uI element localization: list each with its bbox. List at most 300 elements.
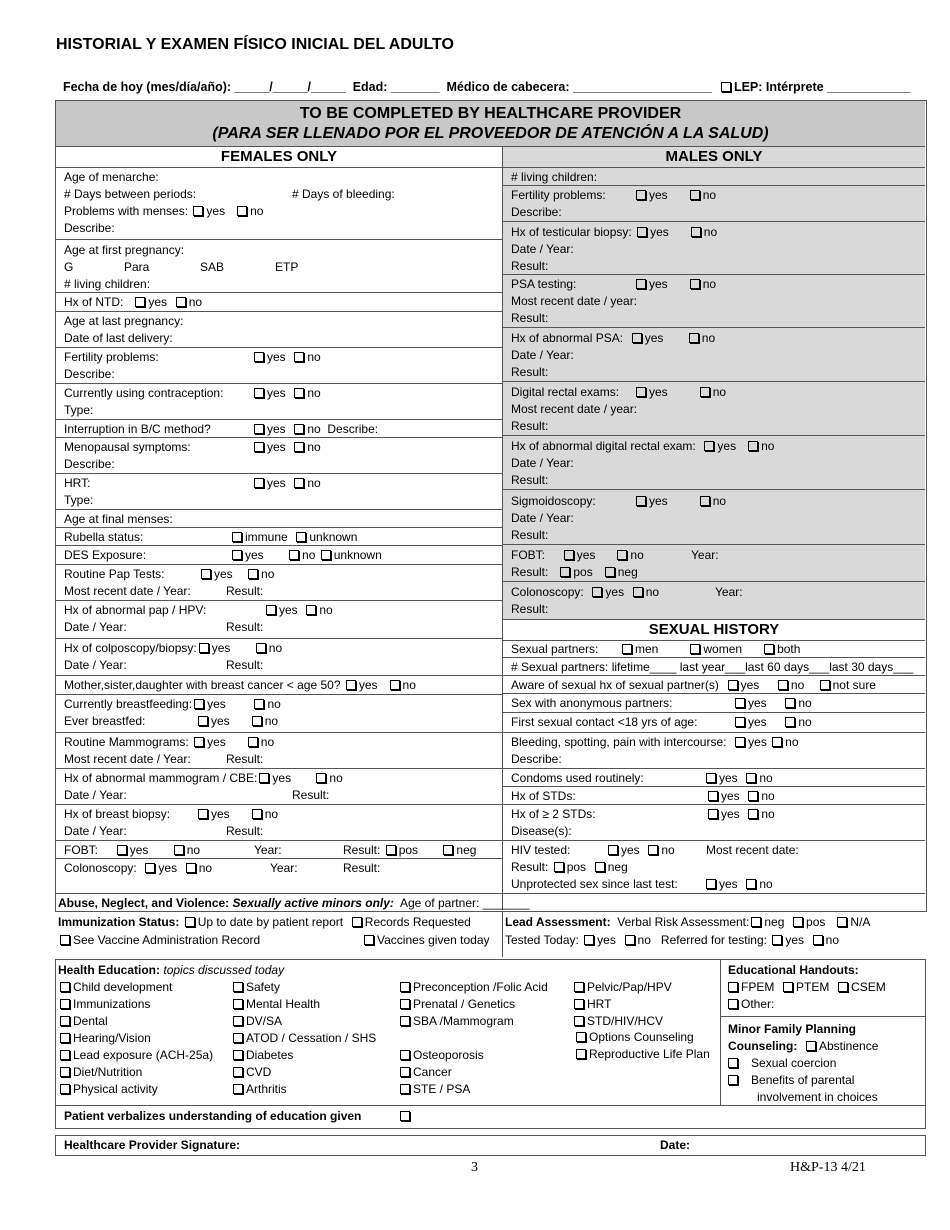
hiv-label: HIV tested: xyxy=(511,843,571,857)
ntd-yes-checkbox[interactable] xyxy=(135,297,145,307)
divider xyxy=(56,527,502,528)
divider xyxy=(503,435,925,436)
pap-result-label: Result: xyxy=(226,584,264,598)
abnormal-dre-row: Hx of abnormal digital rectal exam: yes no xyxy=(511,439,775,453)
partners-women-checkbox[interactable] xyxy=(690,644,700,654)
abnormal-pap-result-label: Result: xyxy=(226,620,264,634)
unprotected-yes-checkbox[interactable] xyxy=(706,879,716,889)
fobt-f-result: Result: pos neg xyxy=(343,843,477,857)
education-item: Hearing/Vision xyxy=(58,1030,151,1046)
divider xyxy=(56,347,502,348)
menopausal-label: Menopausal symptoms: xyxy=(64,440,191,454)
rubella-immune-checkbox[interactable] xyxy=(232,532,242,542)
page-title: HISTORIAL Y EXAMEN FÍSICO INICIAL DEL ADULTO xyxy=(56,36,454,53)
education-item: Options Counseling xyxy=(574,1029,694,1045)
mammogram-result-label: Result: xyxy=(226,752,264,766)
lead-tested-yes-checkbox[interactable] xyxy=(584,935,594,945)
education-checkbox[interactable] xyxy=(233,982,243,992)
m-fobt-result: Result: pos neg xyxy=(511,565,638,579)
m-fertility-options: yes no xyxy=(634,187,716,203)
divider xyxy=(56,694,502,695)
breast-biopsy-yes-checkbox[interactable] xyxy=(198,809,208,819)
sexual-partners-options: men women both xyxy=(620,641,800,657)
rubella-unknown-checkbox[interactable] xyxy=(296,532,306,542)
lead-referred-no-checkbox[interactable] xyxy=(813,935,823,945)
divider xyxy=(56,1105,925,1106)
breastfeeding-no-checkbox[interactable] xyxy=(254,699,264,709)
contraception-no-checkbox[interactable] xyxy=(294,388,304,398)
education-checkbox[interactable] xyxy=(400,1016,410,1026)
des-no-checkbox[interactable] xyxy=(289,550,299,560)
testicular-yes-checkbox[interactable] xyxy=(637,227,647,237)
benefits-row: Benefits of parental xyxy=(726,1072,854,1088)
coercion-row: Sexual coercion xyxy=(726,1055,836,1071)
m-living-children-label: # living children: xyxy=(511,170,598,184)
hiv-neg-checkbox[interactable] xyxy=(595,862,605,872)
fobt-f-yes-checkbox[interactable] xyxy=(117,845,127,855)
psa-recent-label: Most recent date / year: xyxy=(511,294,638,308)
education-item: Dental xyxy=(58,1013,108,1029)
education-checkbox[interactable] xyxy=(60,1016,70,1026)
psa-result-label: Result: xyxy=(511,311,549,325)
education-item: Diet/Nutrition xyxy=(58,1064,142,1080)
lead-referred-yes-checkbox[interactable] xyxy=(772,935,782,945)
contraception-type-label: Type: xyxy=(64,403,94,417)
m-fobt-year-label: Year: xyxy=(691,548,719,562)
divider xyxy=(56,600,502,601)
physician-field[interactable]: Médico de cabecera: ____________________ xyxy=(446,80,712,94)
abnormal-mammogram-no-checkbox[interactable] xyxy=(316,773,326,783)
coercion-checkbox[interactable] xyxy=(728,1058,738,1068)
hx-stds-no-checkbox[interactable] xyxy=(748,791,758,801)
education-checkbox[interactable] xyxy=(60,1067,70,1077)
psa-no-checkbox[interactable] xyxy=(690,279,700,289)
m-fertility-describe-label: Describe: xyxy=(511,205,562,219)
abnormal-dre-no-checkbox[interactable] xyxy=(748,441,758,451)
fertility-options: yes no xyxy=(252,349,321,365)
hrt-no-checkbox[interactable] xyxy=(294,478,304,488)
hiv-yes-checkbox[interactable] xyxy=(608,845,618,855)
unprotected-label: Unprotected sex since last test: xyxy=(511,877,678,891)
menopausal-yes-checkbox[interactable] xyxy=(254,442,264,452)
minor-fp-counseling: Counseling: Abstinence xyxy=(728,1039,879,1053)
divider xyxy=(720,1016,925,1017)
education-checkbox[interactable] xyxy=(576,1049,586,1059)
hrt-label: HRT: xyxy=(64,476,91,490)
bleeding-yes-checkbox[interactable] xyxy=(735,737,745,747)
pap-recent-label: Most recent date / Year: xyxy=(64,584,191,598)
education-checkbox[interactable] xyxy=(233,1067,243,1077)
fobt-f-no-checkbox[interactable] xyxy=(174,845,184,855)
education-item: Diabetes xyxy=(231,1047,293,1063)
des-label: DES Exposure: xyxy=(64,548,147,562)
breast-biopsy-date-label: Date / Year: xyxy=(64,824,127,838)
divider xyxy=(503,274,925,275)
hrt-options: yes no xyxy=(252,475,321,491)
date-field[interactable]: Fecha de hoy (mes/día/año): _____/_____/_____ xyxy=(62,80,346,94)
des-options: yes no unknown xyxy=(230,547,382,563)
breastfeeding-yes-checkbox[interactable] xyxy=(194,699,204,709)
education-checkbox[interactable] xyxy=(60,1033,70,1043)
benefits-checkbox[interactable] xyxy=(728,1075,738,1085)
bc-no-checkbox[interactable] xyxy=(294,424,304,434)
colposcopy-no-checkbox[interactable] xyxy=(256,643,266,653)
m-fobt-neg-checkbox[interactable] xyxy=(605,567,615,577)
menarche-label: Age of menarche: xyxy=(64,170,159,184)
divider xyxy=(56,893,925,894)
lead-row1: Lead Assessment: Verbal Risk Assessment: neg pos N/A xyxy=(505,915,871,929)
menses-no-checkbox[interactable] xyxy=(237,206,247,216)
education-checkbox[interactable] xyxy=(60,1084,70,1094)
anonymous-options: yes no xyxy=(733,695,812,711)
lead-pos-checkbox[interactable] xyxy=(793,917,803,927)
aware-not-sure-checkbox[interactable] xyxy=(820,680,830,690)
abnormal-mammogram-yes-checkbox[interactable] xyxy=(259,773,269,783)
ptem-checkbox[interactable] xyxy=(783,982,793,992)
m-fobt-yes-checkbox[interactable] xyxy=(564,550,574,560)
handouts-other: Other: xyxy=(726,996,774,1012)
bleeding-row: Bleeding, spotting, pain with intercourse: yes no xyxy=(511,735,799,749)
m-colonoscopy-year-label: Year: xyxy=(715,585,743,599)
breast-cancer-no-checkbox[interactable] xyxy=(390,680,400,690)
hiv-pos-checkbox[interactable] xyxy=(554,862,564,872)
bleeding-describe-label: Describe: xyxy=(511,752,562,766)
hx-2-stds-no-checkbox[interactable] xyxy=(748,809,758,819)
pap-options: yes no xyxy=(199,566,274,582)
anonymous-label: Sex with anonymous partners: xyxy=(511,696,673,710)
breast-biopsy-options: yes no xyxy=(196,806,278,822)
divider xyxy=(503,840,925,841)
abnormal-pap-yes-checkbox[interactable] xyxy=(266,605,276,615)
age-field[interactable]: Edad: _______ xyxy=(352,80,440,94)
fobt-f-pos-checkbox[interactable] xyxy=(386,845,396,855)
lead-tested-no-checkbox[interactable] xyxy=(625,935,635,945)
lead-neg-checkbox[interactable] xyxy=(751,917,761,927)
signature-date-label[interactable]: Date: xyxy=(660,1138,691,1152)
first-contact-no-checkbox[interactable] xyxy=(785,717,795,727)
breast-biopsy-result-label: Result: xyxy=(226,824,264,838)
partner-age-field[interactable]: Age of partner: _______ xyxy=(399,896,530,910)
bc-yes-checkbox[interactable] xyxy=(254,424,264,434)
hiv-options: yes no xyxy=(606,842,675,858)
abnormal-pap-no-checkbox[interactable] xyxy=(306,605,316,615)
abnormal-pap-date-label: Date / Year: xyxy=(64,620,127,634)
verbalize-checkbox[interactable] xyxy=(400,1111,410,1121)
dre-result-label: Result: xyxy=(511,419,549,433)
colposcopy-result-label: Result: xyxy=(226,658,264,672)
abnormal-dre-yes-checkbox[interactable] xyxy=(704,441,714,451)
education-checkbox[interactable] xyxy=(574,999,584,1009)
immunization-given: Vaccines given today xyxy=(362,932,490,948)
contraception-yes-checkbox[interactable] xyxy=(254,388,264,398)
imm-given-today-checkbox[interactable] xyxy=(364,935,374,945)
condoms-yes-checkbox[interactable] xyxy=(706,773,716,783)
education-checkbox[interactable] xyxy=(400,1067,410,1077)
sigmoidoscopy-options: yes no xyxy=(634,493,726,509)
fobt-f-year-label: Year: xyxy=(254,843,282,857)
rubella-options: immune unknown xyxy=(230,529,357,545)
divider xyxy=(503,675,925,676)
pap-label: Routine Pap Tests: xyxy=(64,567,165,581)
page-number: 3 xyxy=(471,1160,478,1175)
hx-stds-options: yes no xyxy=(706,788,775,804)
divider xyxy=(56,383,502,384)
handouts-divider xyxy=(720,960,721,1105)
divider xyxy=(56,858,502,859)
imm-records-checkbox[interactable] xyxy=(352,917,362,927)
fertility-no-checkbox[interactable] xyxy=(294,352,304,362)
hiv-no-checkbox[interactable] xyxy=(648,845,658,855)
psa-options: yes no xyxy=(634,276,716,292)
condoms-label: Condoms used routinely: xyxy=(511,771,644,785)
m-fobt-pos-checkbox[interactable] xyxy=(560,567,570,577)
ever-breastfed-options: yes no xyxy=(196,713,278,729)
colposcopy-date-label: Date / Year: xyxy=(64,658,127,672)
des-yes-checkbox[interactable] xyxy=(232,550,242,560)
last-delivery-label: Date of last delivery: xyxy=(64,331,173,345)
education-item: Prenatal / Genetics xyxy=(398,996,515,1012)
sab-label: SAB xyxy=(200,260,225,274)
psa-label: PSA testing: xyxy=(511,277,577,291)
divider xyxy=(503,489,925,490)
abstinence-checkbox[interactable] xyxy=(806,1041,816,1051)
m-fertility-label: Fertility problems: xyxy=(511,188,606,202)
education-item: Physical activity xyxy=(58,1081,158,1097)
dre-recent-label: Most recent date / year: xyxy=(511,402,638,416)
m-colonoscopy-no-checkbox[interactable] xyxy=(633,587,643,597)
anonymous-yes-checkbox[interactable] xyxy=(735,698,745,708)
last-pregnancy-label: Age at last pregnancy: xyxy=(64,314,184,328)
final-menses-label: Age at final menses: xyxy=(64,512,173,526)
bc-interruption-options: yes no Describe: xyxy=(252,421,378,437)
breast-biopsy-label: Hx of breast biopsy: xyxy=(64,807,171,821)
education-item: Osteoporosis xyxy=(398,1047,484,1063)
education-item: Mental Health xyxy=(231,996,320,1012)
pap-yes-checkbox[interactable] xyxy=(201,569,211,579)
sigmoidoscopy-no-checkbox[interactable] xyxy=(700,496,710,506)
partners-men-checkbox[interactable] xyxy=(622,644,632,654)
education-checkbox[interactable] xyxy=(400,982,410,992)
education-item: CVD xyxy=(231,1064,271,1080)
m-fobt-row: FOBT: yes no xyxy=(511,548,644,562)
education-item: Safety xyxy=(231,979,280,995)
education-checkbox[interactable] xyxy=(60,999,70,1009)
other-checkbox[interactable] xyxy=(728,999,738,1009)
aware-no-checkbox[interactable] xyxy=(778,680,788,690)
signature-label[interactable]: Healthcare Provider Signature: xyxy=(64,1138,241,1152)
divider xyxy=(56,911,925,912)
abnormal-psa-row: Hx of abnormal PSA: yes no xyxy=(511,331,716,345)
menses-yes-checkbox[interactable] xyxy=(193,206,203,216)
m-fertility-yes-checkbox[interactable] xyxy=(636,190,646,200)
header-fields xyxy=(56,66,910,94)
education-checkbox[interactable] xyxy=(233,1016,243,1026)
breast-biopsy-no-checkbox[interactable] xyxy=(252,809,262,819)
days-bleeding-label: # Days of bleeding: xyxy=(292,187,395,201)
breast-cancer-yes-checkbox[interactable] xyxy=(346,680,356,690)
education-item: Child development xyxy=(58,979,172,995)
divider xyxy=(503,581,925,582)
days-between-label: # Days between periods: xyxy=(64,187,197,201)
education-checkbox[interactable] xyxy=(400,1050,410,1060)
diseases-label: Disease(s): xyxy=(511,824,572,838)
abnormal-dre-date-label: Date / Year: xyxy=(511,456,574,470)
hrt-yes-checkbox[interactable] xyxy=(254,478,264,488)
imm-uptodate-checkbox[interactable] xyxy=(185,917,195,927)
lead-na-checkbox[interactable] xyxy=(837,917,847,927)
divider xyxy=(56,840,502,841)
divider xyxy=(503,185,925,186)
education-checkbox[interactable] xyxy=(233,999,243,1009)
menses-problems-row: Problems with menses: yes no xyxy=(64,204,264,218)
abnormal-mammogram-date-label: Date / Year: xyxy=(64,788,127,802)
minor-fp-heading: Minor Family Planning xyxy=(728,1022,857,1036)
abnormal-pap-label: Hx of abnormal pap / HPV: xyxy=(64,603,207,617)
m-fobt-no-checkbox[interactable] xyxy=(617,550,627,560)
pap-no-checkbox[interactable] xyxy=(248,569,258,579)
abnormal-dre-result-label: Result: xyxy=(511,473,549,487)
testicular-biopsy-row: Hx of testicular biopsy: yes no xyxy=(511,225,718,239)
rubella-label: Rubella status: xyxy=(64,530,144,544)
sigmoidoscopy-date-label: Date / Year: xyxy=(511,511,574,525)
education-item: SBA /Mammogram xyxy=(398,1013,514,1029)
aware-yes-checkbox[interactable] xyxy=(728,680,738,690)
mammograms-no-checkbox[interactable] xyxy=(248,737,258,747)
sigmoidoscopy-result-label: Result: xyxy=(511,528,549,542)
education-checkbox[interactable] xyxy=(574,982,584,992)
education-item: Reproductive Life Plan xyxy=(574,1046,710,1062)
divider xyxy=(56,675,502,676)
colonoscopy-f-yes-checkbox[interactable] xyxy=(145,863,155,873)
partners-both-checkbox[interactable] xyxy=(764,644,774,654)
banner-spanish: (PARA SER LLENADO POR EL PROVEEDOR DE ATENCIÓN A LA SALUD) xyxy=(212,125,769,142)
anonymous-no-checkbox[interactable] xyxy=(785,698,795,708)
banner-english: TO BE COMPLETED BY HEALTHCARE PROVIDER xyxy=(299,105,682,122)
handouts-heading: Educational Handouts: xyxy=(728,963,859,977)
lep-field[interactable]: LEP: Intérprete ____________ xyxy=(733,80,911,94)
divider xyxy=(56,804,502,805)
fpem-checkbox[interactable] xyxy=(728,982,738,992)
csem-checkbox[interactable] xyxy=(838,982,848,992)
menopausal-no-checkbox[interactable] xyxy=(294,442,304,452)
hiv-recent-label: Most recent date: xyxy=(706,843,799,857)
aware-hx-row: Aware of sexual hx of sexual partner(s) yes no not sure xyxy=(511,678,876,692)
abnormal-mammogram-result-label: Result: xyxy=(292,788,330,802)
education-checkbox[interactable] xyxy=(400,1084,410,1094)
education-checkbox[interactable] xyxy=(60,1050,70,1060)
partner-count-field[interactable]: # Sexual partners: lifetime____ last year___last 60 days___last 30 days___ xyxy=(511,660,914,674)
fertility-describe-label: Describe: xyxy=(64,367,115,381)
divider xyxy=(503,657,925,658)
ntd-row: Hx of NTD: yes no xyxy=(64,295,203,309)
divider xyxy=(503,732,925,733)
education-checkbox[interactable] xyxy=(233,1033,243,1043)
lead-row2: Tested Today: yes no Referred for testing: yes no xyxy=(505,933,840,947)
dre-yes-checkbox[interactable] xyxy=(636,387,646,397)
education-checkbox[interactable] xyxy=(233,1084,243,1094)
imm-vaccine-record-checkbox[interactable] xyxy=(60,935,70,945)
des-unknown-checkbox[interactable] xyxy=(321,550,331,560)
dre-no-checkbox[interactable] xyxy=(700,387,710,397)
m-colonoscopy-row: Colonoscopy: yes no xyxy=(511,585,660,599)
divider xyxy=(56,473,502,474)
first-contact-label: First sexual contact <18 yrs of age: xyxy=(511,715,698,729)
divider xyxy=(503,693,925,694)
hx-2-stds-label: Hx of ≥ 2 STDs: xyxy=(511,807,596,821)
fobt-f-neg-checkbox[interactable] xyxy=(443,845,453,855)
fertility-yes-checkbox[interactable] xyxy=(254,352,264,362)
divider xyxy=(56,239,502,240)
menopausal-describe-label: Describe: xyxy=(64,457,115,471)
ntd-no-checkbox[interactable] xyxy=(176,297,186,307)
handouts-items: FPEM PTEM CSEM xyxy=(726,979,886,995)
education-checkbox[interactable] xyxy=(574,1016,584,1026)
provider-banner xyxy=(56,101,925,147)
bleeding-no-checkbox[interactable] xyxy=(772,737,782,747)
colonoscopy-f-no-checkbox[interactable] xyxy=(186,863,196,873)
education-item: Cancer xyxy=(398,1064,452,1080)
colonoscopy-f-row: Colonoscopy: yes no xyxy=(64,861,213,875)
benefits-row2: involvement in choices xyxy=(757,1090,878,1104)
divider xyxy=(503,221,925,222)
verbalize-box xyxy=(398,1108,413,1124)
divider xyxy=(503,712,925,713)
fertility-label: Fertility problems: xyxy=(64,350,159,364)
bc-interruption-label: Interruption in B/C method? xyxy=(64,422,211,436)
testicular-no-checkbox[interactable] xyxy=(691,227,701,237)
hx-2-stds-yes-checkbox[interactable] xyxy=(708,809,718,819)
hx-stds-yes-checkbox[interactable] xyxy=(708,791,718,801)
sigmoidoscopy-yes-checkbox[interactable] xyxy=(636,496,646,506)
first-contact-options: yes no xyxy=(733,714,812,730)
divider xyxy=(56,732,502,733)
abnormal-psa-yes-checkbox[interactable] xyxy=(632,333,642,343)
colposcopy-yes-checkbox[interactable] xyxy=(199,643,209,653)
divider xyxy=(503,327,925,328)
ever-breastfed-yes-checkbox[interactable] xyxy=(198,716,208,726)
lep-checkbox[interactable] xyxy=(721,82,731,92)
education-checkbox[interactable] xyxy=(60,982,70,992)
sexual-history-heading: SEXUAL HISTORY xyxy=(503,619,925,641)
menses-describe-label: Describe: xyxy=(64,221,115,235)
unprotected-no-checkbox[interactable] xyxy=(746,879,756,889)
column-divider xyxy=(502,147,503,910)
psa-yes-checkbox[interactable] xyxy=(636,279,646,289)
m-colonoscopy-yes-checkbox[interactable] xyxy=(592,587,602,597)
mammogram-recent-label: Most recent date / Year: xyxy=(64,752,191,766)
dre-label: Digital rectal exams: xyxy=(511,385,620,399)
condoms-no-checkbox[interactable] xyxy=(746,773,756,783)
ever-breastfed-no-checkbox[interactable] xyxy=(252,716,262,726)
divider xyxy=(56,545,502,546)
education-checkbox[interactable] xyxy=(576,1032,586,1042)
abnormal-psa-no-checkbox[interactable] xyxy=(689,333,699,343)
verbalize-label: Patient verbalizes understanding of education given xyxy=(64,1109,362,1123)
first-pregnancy-label: Age at first pregnancy: xyxy=(64,243,185,257)
mammograms-row: Routine Mammograms: yes no xyxy=(64,735,275,749)
imm-lead-divider xyxy=(502,911,503,957)
testicular-date-label: Date / Year: xyxy=(511,242,574,256)
form-code: H&P-13 4/21 xyxy=(790,1160,866,1175)
education-checkbox[interactable] xyxy=(233,1050,243,1060)
hrt-type-label: Type: xyxy=(64,493,94,507)
divider xyxy=(56,437,502,438)
mammograms-yes-checkbox[interactable] xyxy=(194,737,204,747)
education-checkbox[interactable] xyxy=(400,999,410,1009)
condoms-options: yes no xyxy=(704,770,773,786)
m-fertility-no-checkbox[interactable] xyxy=(690,190,700,200)
first-contact-yes-checkbox[interactable] xyxy=(735,717,745,727)
